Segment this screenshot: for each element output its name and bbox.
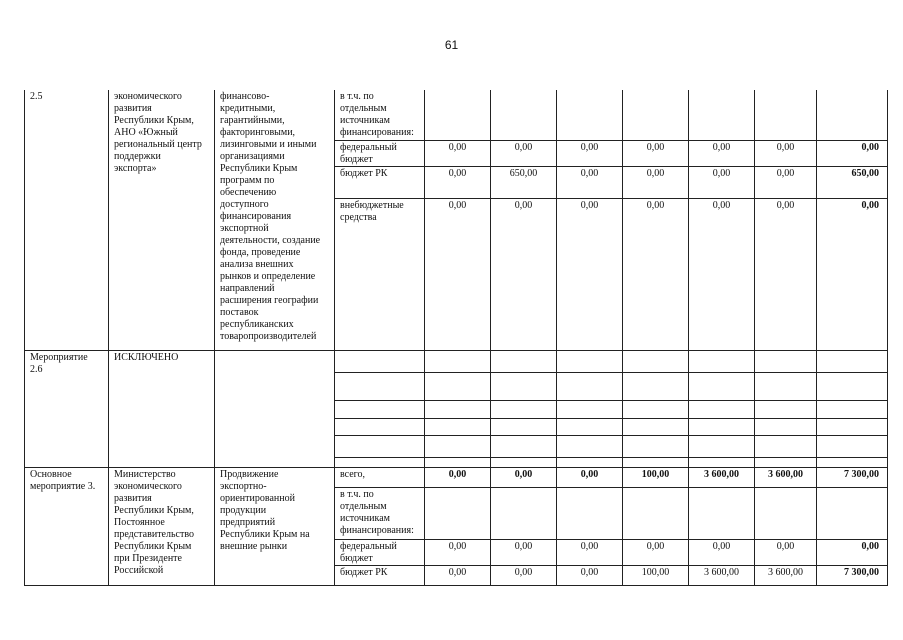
total-cell: 0,00 [817,539,888,565]
value-cell: 3 600,00 [755,565,817,585]
table-row [25,350,888,372]
total-cell: 650,00 [817,166,888,198]
source-label: в т.ч. по отдельным источникам финансирования: [335,90,425,140]
value-cell [557,487,623,539]
value-cell: 0,00 [755,140,817,166]
empty-cell [335,372,425,400]
value-cell: 0,00 [557,565,623,585]
value-cell: 0,00 [557,467,623,487]
value-cell: 0,00 [689,198,755,350]
total-cell [817,487,888,539]
value-cell [491,90,557,140]
value-cell: 3 600,00 [755,467,817,487]
value-cell: 100,00 [623,467,689,487]
value-cell: 0,00 [623,198,689,350]
activity-code: Основное мероприятие 3. [25,467,109,585]
value-cell: 0,00 [491,565,557,585]
source-label: федеральный бюджет [335,140,425,166]
empty-cell [335,457,425,467]
value-cell: 0,00 [425,166,491,198]
excluded-label: ИСКЛЮЧЕНО [109,350,215,467]
value-cell [755,487,817,539]
value-cell: 3 600,00 [689,565,755,585]
value-cell: 0,00 [491,539,557,565]
value-cell: 100,00 [623,565,689,585]
value-cell: 0,00 [755,198,817,350]
source-label: в т.ч. по отдельным источникам финансирования: [335,487,425,539]
total-cell: 0,00 [817,140,888,166]
activity-description: Продвижение экспортно- ориентированной продукции предприятий Республики Крым на внешние рынки [215,467,335,585]
empty-cell [335,418,425,435]
page-number: 61 [444,38,459,52]
source-label: бюджет РК [335,565,425,585]
source-label: всего, [335,467,425,487]
value-cell: 0,00 [425,140,491,166]
source-label: бюджет РК [335,166,425,198]
value-cell: 0,00 [557,140,623,166]
value-cell [425,487,491,539]
value-cell: 0,00 [491,140,557,166]
value-cell: 0,00 [557,198,623,350]
value-cell: 650,00 [491,166,557,198]
source-label: федеральный бюджет [335,539,425,565]
value-cell [755,90,817,140]
table-row [25,467,888,487]
activity-code: 2.5 [25,90,109,350]
source-label: внебюджетные средства [335,198,425,350]
value-cell: 0,00 [623,140,689,166]
executor-cell: экономического развития Республики Крым, АНО «Южный региональный центр поддержки экспорта» [109,90,215,350]
value-cell: 0,00 [755,166,817,198]
value-cell [557,90,623,140]
value-cell [425,90,491,140]
total-cell [817,90,888,140]
financing-table [24,90,888,586]
empty-cell [335,435,425,457]
total-cell: 7 300,00 [817,565,888,585]
empty-cell [335,350,425,372]
value-cell: 0,00 [623,539,689,565]
activity-code: Мероприятие 2.6 [25,350,109,467]
value-cell [623,90,689,140]
table-row [25,90,888,140]
value-cell: 0,00 [491,198,557,350]
value-cell: 3 600,00 [689,467,755,487]
value-cell: 0,00 [689,166,755,198]
value-cell: 0,00 [425,198,491,350]
value-cell: 0,00 [689,140,755,166]
executor-cell: Министерство экономического развития Республики Крым, Постоянное представительство Республики Крым при Президенте Российской [109,467,215,585]
empty-cell [215,350,335,467]
value-cell: 0,00 [623,166,689,198]
value-cell: 0,00 [755,539,817,565]
empty-cell [335,400,425,418]
value-cell [491,487,557,539]
value-cell: 0,00 [425,467,491,487]
total-cell: 7 300,00 [817,467,888,487]
value-cell: 0,00 [425,539,491,565]
value-cell: 0,00 [491,467,557,487]
value-cell [689,90,755,140]
value-cell [623,487,689,539]
value-cell: 0,00 [689,539,755,565]
value-cell: 0,00 [557,539,623,565]
value-cell [689,487,755,539]
total-cell: 0,00 [817,198,888,350]
value-cell: 0,00 [557,166,623,198]
value-cell: 0,00 [425,565,491,585]
activity-description: финансово- кредитными, гарантийными, факторинговыми, лизинговыми и иными организациями Республики Крым программ по обеспечению доступного финансирования экспортной деятельности, создание фонда, проведение анализа внешних рынков и определение направлений расширения географии поставок республиканских товаропроизводителей [215,90,335,350]
